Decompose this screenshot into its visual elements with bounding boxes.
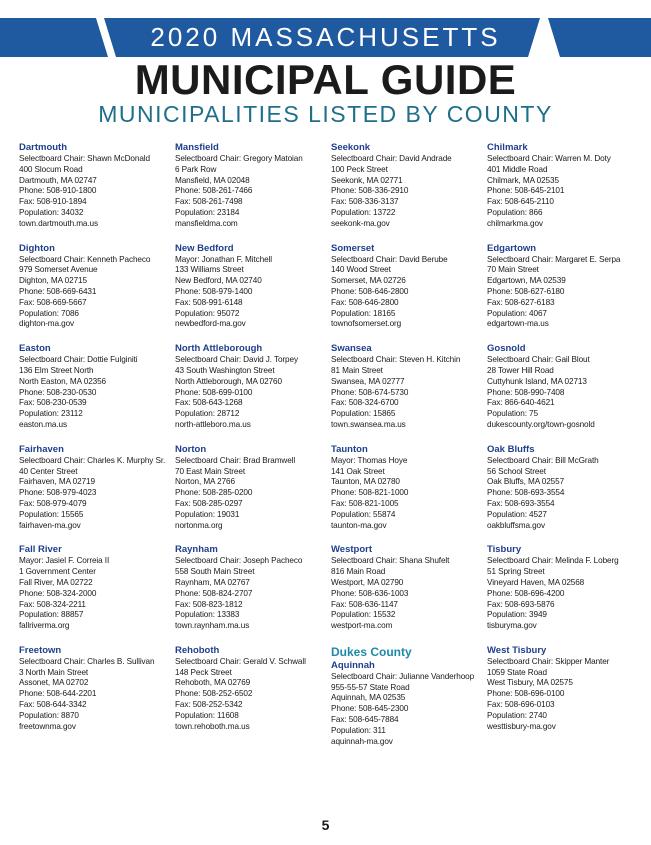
website-link[interactable]: townofsomerset.org — [331, 319, 402, 329]
phone-number: Phone: 508-990-7408 — [487, 387, 565, 397]
street-address: 100 Peck Street — [331, 164, 388, 174]
street-address: 6 Park Row — [175, 164, 217, 174]
municipality-entry-dartmouth — [19, 142, 177, 230]
street-address: 816 Main Road — [331, 567, 386, 577]
municipality-name: Somerset — [331, 242, 375, 254]
phone-number: Phone: 508-824-2707 — [175, 588, 253, 598]
municipality-entry-north-attleborough — [175, 343, 333, 431]
street-address: 3 North Main Street — [19, 667, 89, 677]
population: Population: 13383 — [175, 610, 240, 620]
street-address: 1 Government Center — [19, 567, 96, 577]
official-name: Selectboard Chair: Shawn McDonald — [19, 154, 150, 163]
municipality-entry-mansfield — [175, 142, 333, 230]
municipality-name: Swansea — [331, 343, 372, 355]
official-name: Selectboard Chair: Julianne Vanderhoop — [331, 671, 475, 681]
official-name: Selectboard Chair: David Berube — [331, 254, 448, 264]
municipality-name: Gosnold — [487, 343, 526, 355]
page-title: MUNICIPAL GUIDE — [134, 56, 517, 103]
official-name: Selectboard Chair: Bill McGrath — [487, 455, 599, 465]
population: Population: 4067 — [487, 308, 547, 318]
municipality-entry-norton — [175, 444, 333, 532]
city-state-zip: Vineyard Haven, MA 02568 — [487, 577, 585, 587]
website-link[interactable]: seekonk-ma.gov — [331, 218, 390, 228]
city-state-zip: New Bedford, MA 02740 — [175, 276, 262, 286]
phone-number: Phone: 508-252-6502 — [175, 689, 253, 699]
municipality-name: Fairhaven — [19, 443, 64, 455]
website-link[interactable]: westtisbury-ma.gov — [487, 721, 556, 731]
municipality-name: Tisbury — [487, 544, 522, 556]
municipality-entry-easton — [19, 343, 177, 431]
street-address: 43 South Washington Street — [175, 365, 275, 375]
municipality-columns — [19, 142, 644, 802]
city-state-zip: Edgartown, MA 02539 — [487, 276, 566, 286]
official-name: Selectboard Chair: Steven H. Kitchin — [331, 355, 461, 365]
fax-number: Fax: 508-979-4079 — [19, 498, 87, 508]
municipality-entry-fall-river — [19, 544, 177, 632]
fax-number: Fax: 508-252-5342 — [175, 700, 243, 710]
municipality-entry-seekonk — [331, 142, 489, 230]
municipality-entry-tisbury — [487, 544, 645, 632]
city-state-zip: North Easton, MA 02356 — [19, 376, 107, 386]
website-link[interactable]: aquinnah-ma.gov — [331, 736, 393, 746]
phone-number: Phone: 508-699-0100 — [175, 387, 253, 397]
municipality-entry-raynham — [175, 544, 333, 632]
city-state-zip: Raynham, MA 02767 — [175, 577, 250, 587]
phone-number: Phone: 508-230-0530 — [19, 387, 97, 397]
municipality-name: Oak Bluffs — [487, 443, 535, 455]
official-name: Selectboard Chair: Shana Shufelt — [331, 556, 450, 566]
official-name: Mayor: Thomas Hoye — [331, 455, 408, 465]
population: Population: 28712 — [175, 409, 240, 419]
city-state-zip: West Tisbury, MA 02575 — [487, 678, 573, 688]
city-state-zip: Swansea, MA 02777 — [331, 376, 405, 386]
fax-number: Fax: 508-823-1812 — [175, 599, 243, 609]
municipality-name: Easton — [19, 343, 51, 355]
municipality-entry-rehoboth — [175, 645, 333, 733]
official-name: Mayor: Jasiel F. Correia II — [19, 556, 110, 566]
column-4 — [487, 142, 645, 745]
column-2 — [175, 142, 333, 745]
fax-number: Fax: 508-230-0539 — [19, 398, 87, 408]
website-link[interactable]: town.raynham.ma.us — [175, 621, 250, 631]
municipality-entry-fairhaven — [19, 444, 177, 532]
street-address: 51 Spring Street — [487, 567, 545, 577]
municipality-entry-swansea — [331, 343, 489, 431]
street-address: 979 Somerset Avenue — [19, 265, 98, 275]
website-link[interactable]: nortonma.org — [175, 520, 223, 530]
column-3 — [331, 142, 489, 760]
fax-number: Fax: 508-627-6183 — [487, 297, 555, 307]
street-address: 400 Slocum Road — [19, 164, 83, 174]
street-address: 558 South Main Street — [175, 567, 255, 577]
official-name: Mayor: Jonathan F. Mitchell — [175, 254, 272, 264]
population: Population: 4527 — [487, 509, 547, 519]
municipality-entry-gosnold — [487, 343, 645, 431]
phone-number: Phone: 508-645-2101 — [487, 186, 565, 196]
population: Population: 88857 — [19, 610, 84, 620]
phone-number: Phone: 508-261-7466 — [175, 186, 253, 196]
street-address: 56 School Street — [487, 466, 546, 476]
municipality-name: Taunton — [331, 443, 368, 455]
city-state-zip: Chilmark, MA 02535 — [487, 175, 559, 185]
street-address: 28 Tower Hill Road — [487, 365, 554, 375]
municipality-name: Rehoboth — [175, 644, 220, 656]
phone-number: Phone: 508-627-6180 — [487, 286, 565, 296]
phone-number: Phone: 508-910-1800 — [19, 186, 97, 196]
municipality-name: Freetown — [19, 644, 62, 656]
fax-number: Fax: 508-645-7884 — [331, 715, 399, 725]
city-state-zip: Oak Bluffs, MA 02557 — [487, 477, 565, 487]
municipality-name: North Attleborough — [175, 343, 263, 355]
phone-number: Phone: 508-324-2000 — [19, 588, 97, 598]
population: Population: 75 — [487, 409, 538, 419]
phone-number: Phone: 508-696-0100 — [487, 689, 565, 699]
municipality-entry-chilmark — [487, 142, 645, 230]
official-name: Selectboard Chair: David Andrade — [331, 154, 452, 163]
phone-number: Phone: 508-336-2910 — [331, 186, 409, 196]
website-link[interactable]: tisburyma.gov — [487, 621, 537, 631]
street-address: 81 Main Street — [331, 365, 383, 375]
municipality-name: Aquinnah — [331, 659, 375, 671]
phone-number: Phone: 508-979-1400 — [175, 286, 253, 296]
municipality-name: Seekonk — [331, 142, 371, 153]
official-name: Selectboard Chair: Gail Blout — [487, 355, 590, 365]
official-name: Selectboard Chair: Joseph Pacheco — [175, 556, 303, 566]
website-link[interactable]: mansfieldma.com — [175, 218, 238, 228]
official-name: Selectboard Chair: Skipper Manter — [487, 656, 610, 666]
fax-number: Fax: 508-645-2110 — [487, 197, 554, 207]
fax-number: Fax: 508-693-5876 — [487, 599, 555, 609]
official-name: Selectboard Chair: Dottie Fulginiti — [19, 355, 138, 365]
fax-number: Fax: 866-640-4621 — [487, 398, 555, 408]
municipality-name: Raynham — [175, 544, 218, 556]
website-link[interactable]: town.swansea.ma.us — [331, 419, 406, 429]
municipality-name: Dighton — [19, 242, 55, 254]
phone-number: Phone: 508-285-0200 — [175, 488, 253, 498]
official-name: Selectboard Chair: Melinda F. Loberg — [487, 556, 619, 566]
phone-number: Phone: 508-979-4023 — [19, 488, 97, 498]
fax-number: Fax: 508-991-6148 — [175, 297, 243, 307]
fax-number: Fax: 508-693-3554 — [487, 498, 555, 508]
population: Population: 13722 — [331, 207, 396, 217]
population: Population: 11608 — [175, 710, 239, 720]
street-address: 401 Middle Road — [487, 164, 548, 174]
official-name: Selectboard Chair: Gregory Matoian — [175, 154, 303, 163]
population: Population: 55874 — [331, 509, 396, 519]
fax-number: Fax: 508-285-0297 — [175, 498, 243, 508]
page-number: 5 — [321, 817, 330, 833]
column-1 — [19, 142, 177, 745]
city-state-zip: Seekonk, MA 02771 — [331, 175, 403, 185]
municipality-name: West Tisbury — [487, 644, 547, 656]
municipality-name: Edgartown — [487, 242, 537, 254]
street-address: 955-55-57 State Road — [331, 682, 410, 692]
fax-number: Fax: 508-696-0103 — [487, 700, 555, 710]
city-state-zip: Dighton, MA 02715 — [19, 276, 87, 286]
population: Population: 15565 — [19, 509, 84, 519]
website-link[interactable]: easton.ma.us — [19, 419, 67, 429]
population: Population: 3949 — [487, 610, 547, 620]
page-subtitle: MUNICIPALITIES LISTED BY COUNTY — [98, 101, 553, 127]
population: Population: 7086 — [19, 308, 79, 318]
population: Population: 15865 — [331, 409, 396, 419]
city-state-zip: Fall River, MA 02722 — [19, 577, 93, 587]
website-link[interactable]: town.dartmouth.ma.us — [19, 218, 99, 228]
municipality-entry-westport — [331, 544, 489, 632]
fax-number: Fax: 508-669-5667 — [19, 297, 87, 307]
phone-number: Phone: 508-674-5730 — [331, 387, 409, 397]
population: Population: 95072 — [175, 308, 240, 318]
street-address: 140 Wood Street — [331, 265, 391, 275]
official-name: Selectboard Chair: Warren M. Doty — [487, 154, 611, 163]
county-heading: Dukes County — [331, 644, 412, 659]
website-link[interactable]: edgartown-ma.us — [487, 319, 549, 329]
phone-number: Phone: 508-636-1003 — [331, 588, 409, 598]
website-link[interactable]: north-attleboro.ma.us — [175, 419, 251, 429]
city-state-zip: Mansfield, MA 02048 — [175, 175, 250, 185]
municipality-name: Chilmark — [487, 142, 528, 153]
city-state-zip: Dartmouth, MA 02747 — [19, 175, 97, 185]
population: Population: 23112 — [19, 409, 83, 419]
website-link[interactable]: taunton-ma.gov — [331, 520, 387, 530]
municipality-entry-taunton — [331, 444, 489, 532]
fax-number: Fax: 508-636-1147 — [331, 599, 398, 609]
phone-number: Phone: 508-821-1000 — [331, 488, 409, 498]
phone-number: Phone: 508-644-2201 — [19, 689, 97, 699]
population: Population: 311 — [331, 725, 386, 735]
municipality-name: Dartmouth — [19, 142, 68, 153]
website-link[interactable]: dighton-ma.gov — [19, 319, 75, 329]
website-link[interactable]: town.rehoboth.ma.us — [175, 721, 250, 731]
city-state-zip: Norton, MA 2766 — [175, 477, 235, 487]
fax-number: Fax: 508-324-6700 — [331, 398, 399, 408]
fax-number: Fax: 508-910-1894 — [19, 197, 87, 207]
population: Population: 18165 — [331, 308, 396, 318]
official-name: Selectboard Chair: Margaret E. Serpa — [487, 254, 621, 264]
street-address: 141 Oak Street — [331, 466, 385, 476]
population: Population: 2740 — [487, 710, 547, 720]
municipality-entry-dighton — [19, 243, 177, 331]
fax-number: Fax: 508-336-3137 — [331, 197, 399, 207]
website-link[interactable]: freetownma.gov — [19, 721, 76, 731]
municipality-entry-somerset — [331, 243, 489, 331]
city-state-zip: Rehoboth, MA 02769 — [175, 678, 251, 688]
fax-number: Fax: 508-821-1005 — [331, 498, 399, 508]
official-name: Selectboard Chair: Charles B. Sullivan — [19, 656, 155, 666]
population: Population: 19031 — [175, 509, 240, 519]
city-state-zip: Westport, MA 02790 — [331, 577, 404, 587]
municipality-name: Norton — [175, 443, 207, 455]
website-link[interactable]: oakbluffsma.gov — [487, 520, 545, 530]
population: Population: 34032 — [19, 207, 84, 217]
population: Population: 866 — [487, 207, 543, 217]
phone-number: Phone: 508-669-6431 — [19, 286, 97, 296]
fax-number: Fax: 508-261-7498 — [175, 197, 243, 207]
city-state-zip: Somerset, MA 02726 — [331, 276, 406, 286]
phone-number: Phone: 508-693-3554 — [487, 488, 565, 498]
municipality-name: Fall River — [19, 544, 62, 556]
banner-title: 2020 MASSACHUSETTS — [150, 22, 501, 52]
official-name: Selectboard Chair: Gerald V. Schwall — [175, 656, 306, 666]
population: Population: 23184 — [175, 207, 240, 217]
website-link[interactable]: chilmarkma.gov — [487, 218, 543, 228]
municipality-name: New Bedford — [175, 242, 234, 254]
city-state-zip: Taunton, MA 02780 — [331, 477, 400, 487]
website-link[interactable]: westport-ma.com — [331, 621, 393, 631]
municipality-entry-freetown — [19, 645, 177, 733]
city-state-zip: Cuttyhunk Island, MA 02713 — [487, 376, 587, 386]
municipality-entry-oak-bluffs — [487, 444, 645, 532]
street-address: 133 Williams Street — [175, 265, 244, 275]
website-link[interactable]: newbedford-ma.gov — [175, 319, 246, 329]
street-address: 1059 State Road — [487, 667, 547, 677]
phone-number: Phone: 508-696-4200 — [487, 588, 565, 598]
website-link[interactable]: fallriverma.org — [19, 621, 70, 631]
population: Population: 15532 — [331, 610, 396, 620]
city-state-zip: Fairhaven, MA 02719 — [19, 477, 95, 487]
street-address: 40 Center Street — [19, 466, 78, 476]
city-state-zip: Aquinnah, MA 02535 — [331, 693, 406, 703]
municipality-entry-new-bedford — [175, 243, 333, 331]
phone-number: Phone: 508-646-2800 — [331, 286, 409, 296]
street-address: 148 Peck Street — [175, 667, 232, 677]
official-name: Selectboard Chair: Brad Bramwell — [175, 455, 296, 465]
municipality-entry-aquinnah — [331, 660, 489, 748]
official-name: Selectboard Chair: Charles K. Murphy Sr. — [19, 455, 166, 465]
municipality-entry-west-tisbury — [487, 645, 645, 733]
official-name: Selectboard Chair: David J. Torpey — [175, 355, 298, 365]
fax-number: Fax: 508-324-2211 — [19, 599, 86, 609]
website-link[interactable]: dukescounty.org/town-gosnold — [487, 419, 595, 429]
fax-number: Fax: 508-644-3342 — [19, 700, 87, 710]
phone-number: Phone: 508-645-2300 — [331, 704, 409, 714]
population: Population: 8870 — [19, 710, 79, 720]
fax-number: Fax: 508-646-2800 — [331, 297, 399, 307]
header-banner — [0, 18, 651, 57]
street-address: 70 Main Street — [487, 265, 539, 275]
municipality-name: Westport — [331, 544, 372, 556]
municipality-name: Mansfield — [175, 142, 219, 153]
street-address: 136 Elm Street North — [19, 365, 94, 375]
fax-number: Fax: 508-643-1268 — [175, 398, 243, 408]
city-state-zip: Assonet, MA 02702 — [19, 678, 89, 688]
city-state-zip: North Attleborough, MA 02760 — [175, 376, 282, 386]
street-address: 70 East Main Street — [175, 466, 246, 476]
website-link[interactable]: fairhaven-ma.gov — [19, 520, 81, 530]
municipality-entry-edgartown — [487, 243, 645, 331]
official-name: Selectboard Chair: Kenneth Pacheco — [19, 254, 151, 264]
